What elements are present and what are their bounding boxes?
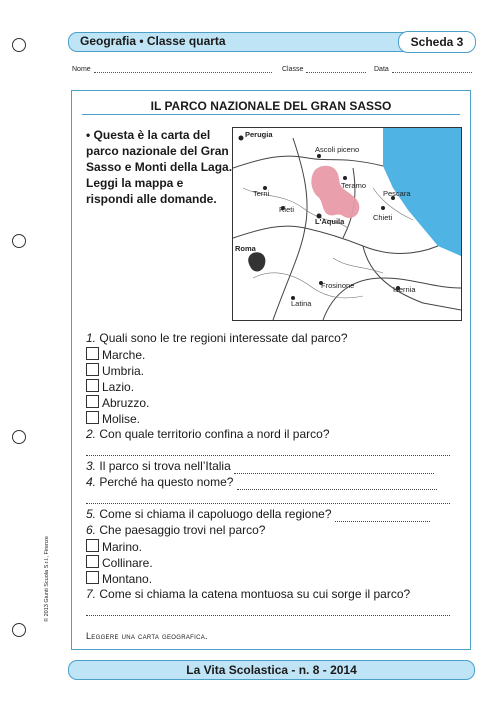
name-label: Nome	[72, 66, 91, 73]
question-3: 3. Il parco si trova nell’Italia	[86, 459, 434, 474]
footnote: Leggere una carta geografica.	[86, 631, 208, 641]
scheda-badge: Scheda 3	[398, 31, 476, 53]
class-label: Classe	[282, 66, 304, 73]
question-5: 5. Come si chiama il capoluogo della regione?	[86, 507, 430, 522]
option-umbria[interactable]: Umbria.	[86, 363, 144, 379]
option-marche[interactable]: Marche.	[86, 347, 145, 363]
checkbox[interactable]	[86, 411, 99, 424]
header-title: Geografia • Classe quarta	[80, 34, 226, 48]
label-teramo: Teramo	[341, 181, 367, 190]
label-chieti: Chieti	[373, 213, 393, 222]
label-laquila: L'Aquila	[315, 217, 345, 226]
label-roma: Roma	[235, 244, 256, 253]
answer-line[interactable]	[86, 454, 450, 456]
answer-line[interactable]	[335, 512, 430, 522]
date-label: Data	[374, 66, 389, 73]
answer-line[interactable]	[86, 614, 450, 616]
question-7: 7. Come si chiama la catena montuosa su cui sorge il parco?	[86, 587, 411, 601]
option-marino[interactable]: Marino.	[86, 539, 142, 555]
map-drawing	[233, 128, 461, 320]
worksheet-title: IL PARCO NAZIONALE DEL GRAN SASSO	[150, 99, 392, 113]
class-field[interactable]	[282, 66, 366, 73]
answer-line[interactable]	[86, 502, 450, 504]
checkbox[interactable]	[86, 363, 99, 376]
checkbox[interactable]	[86, 571, 99, 584]
option-collinare[interactable]: Collinare.	[86, 555, 153, 571]
option-montano[interactable]: Montano.	[86, 571, 152, 587]
park-map	[232, 127, 462, 321]
title-divider	[82, 114, 460, 115]
label-pescara: Pescara	[383, 189, 411, 198]
option-lazio[interactable]: Lazio.	[86, 379, 134, 395]
binder-hole	[12, 234, 26, 248]
question-2: 2. Con quale territorio confina a nord il parco?	[86, 427, 330, 441]
answer-line[interactable]	[237, 480, 437, 490]
footer-bar: La Vita Scolastica - n. 8 - 2014	[68, 660, 475, 680]
option-abruzzo[interactable]: Abruzzo.	[86, 395, 149, 411]
worksheet-frame	[71, 90, 471, 650]
question-4: 4. Perché ha questo nome?	[86, 475, 437, 490]
label-rieti: Rieti	[279, 205, 295, 214]
date-field[interactable]	[374, 66, 472, 73]
name-field[interactable]	[72, 66, 272, 73]
label-terni: Terni	[253, 189, 270, 198]
question-1: 1. Quali sono le tre regioni interessate dal parco?	[86, 331, 348, 345]
option-molise[interactable]: Molise.	[86, 411, 140, 427]
binder-hole	[12, 623, 26, 637]
checkbox[interactable]	[86, 347, 99, 360]
checkbox[interactable]	[86, 379, 99, 392]
question-6: 6. Che paesaggio trovi nel parco?	[86, 523, 266, 537]
answer-line[interactable]	[234, 464, 434, 474]
copyright-text: © 2013 Giunti Scuola S.r.l., Firenze	[44, 536, 50, 622]
label-isernia: Isernia	[393, 285, 416, 294]
checkbox[interactable]	[86, 555, 99, 568]
checkbox[interactable]	[86, 539, 99, 552]
binder-hole	[12, 38, 26, 52]
binder-hole	[12, 430, 26, 444]
label-latina: Latina	[291, 299, 312, 308]
label-ascoli: Ascoli piceno	[315, 145, 360, 154]
checkbox[interactable]	[86, 395, 99, 408]
label-perugia: Perugia	[245, 130, 273, 139]
label-frosinone: Frosinone	[321, 281, 355, 290]
intro-text: • Questa è la carta del parco nazionale del Gran Sasso e Monti della Laga. Leggi la mappa e rispondi alle domande.	[86, 128, 233, 206]
